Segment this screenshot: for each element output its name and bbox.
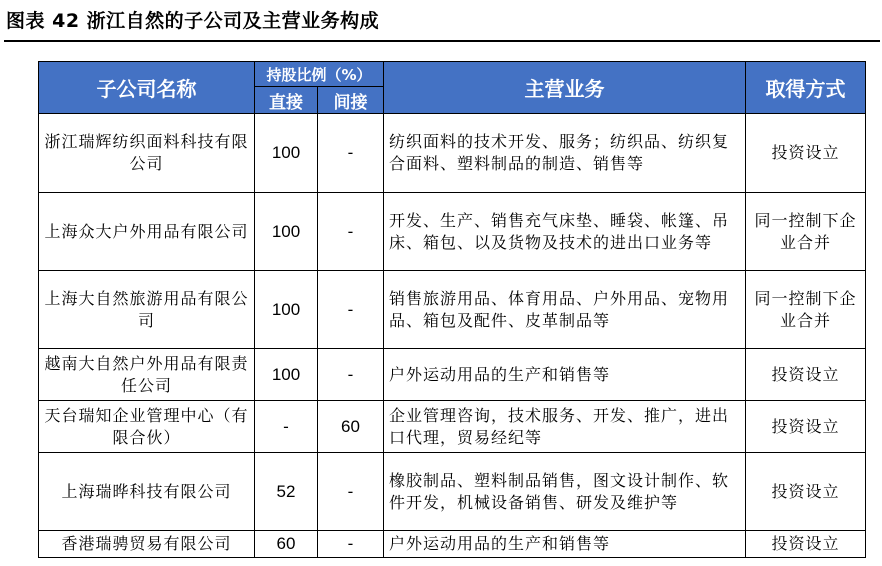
indirect-share: - [318, 531, 384, 558]
company-name: 越南大自然户外用品有限责任公司 [39, 349, 255, 401]
table-row [39, 271, 866, 349]
acquisition-method: 投资设立 [746, 531, 866, 558]
table-row [39, 349, 866, 401]
figure-title: 图表 42 浙江自然的子公司及主营业务构成 [6, 10, 380, 32]
direct-share: - [255, 401, 318, 453]
col-header-direct: 直接 [255, 87, 318, 114]
indirect-share: - [318, 193, 384, 271]
acquisition-method: 投资设立 [746, 401, 866, 453]
indirect-share: - [318, 271, 384, 349]
col-header-indirect: 间接 [318, 87, 384, 114]
main-business: 销售旅游用品、体育用品、户外用品、宠物用品、箱包及配件、皮革制品等 [384, 271, 746, 349]
indirect-share: - [318, 349, 384, 401]
table-row [39, 453, 866, 531]
acquisition-method: 投资设立 [746, 114, 866, 193]
main-business: 纺织面料的技术开发、服务；纺织品、纺织复合面料、塑料制品的制造、销售等 [384, 114, 746, 193]
col-header-share: 持股比例（%） [255, 62, 384, 87]
acquisition-method: 同一控制下企业合并 [746, 271, 866, 349]
col-header-name: 子公司名称 [39, 62, 255, 114]
acquisition-method: 投资设立 [746, 453, 866, 531]
indirect-share: - [318, 114, 384, 193]
company-name: 香港瑞骋贸易有限公司 [39, 531, 255, 558]
direct-share: 100 [255, 349, 318, 401]
col-header-business: 主营业务 [384, 62, 746, 114]
main-business: 户外运动用品的生产和销售等 [384, 349, 746, 401]
direct-share: 100 [255, 271, 318, 349]
company-name: 上海瑞晔科技有限公司 [39, 453, 255, 531]
main-business: 橡胶制品、塑料制品销售，图文设计制作、软件开发，机械设备销售、研发及维护等 [384, 453, 746, 531]
direct-share: 100 [255, 193, 318, 271]
indirect-share: 60 [318, 401, 384, 453]
direct-share: 52 [255, 453, 318, 531]
company-name: 上海大自然旅游用品有限公司 [39, 271, 255, 349]
acquisition-method: 同一控制下企业合并 [746, 193, 866, 271]
main-business: 开发、生产、销售充气床垫、睡袋、帐篷、吊床、箱包、以及货物及技术的进出口业务等 [384, 193, 746, 271]
company-name: 天台瑞知企业管理中心（有限合伙） [39, 401, 255, 453]
subsidiary-table [38, 61, 866, 558]
acquisition-method: 投资设立 [746, 349, 866, 401]
table-row [39, 531, 866, 558]
company-name: 上海众大户外用品有限公司 [39, 193, 255, 271]
company-name: 浙江瑞辉纺织面料科技有限公司 [39, 114, 255, 193]
table-row [39, 193, 866, 271]
direct-share: 60 [255, 531, 318, 558]
col-header-method: 取得方式 [746, 62, 866, 114]
main-business: 户外运动用品的生产和销售等 [384, 531, 746, 558]
header-row [39, 62, 866, 87]
table-row [39, 114, 866, 193]
table-row [39, 401, 866, 453]
main-business: 企业管理咨询，技术服务、开发、推广，进出口代理，贸易经纪等 [384, 401, 746, 453]
direct-share: 100 [255, 114, 318, 193]
title-rule [4, 40, 880, 42]
indirect-share: - [318, 453, 384, 531]
